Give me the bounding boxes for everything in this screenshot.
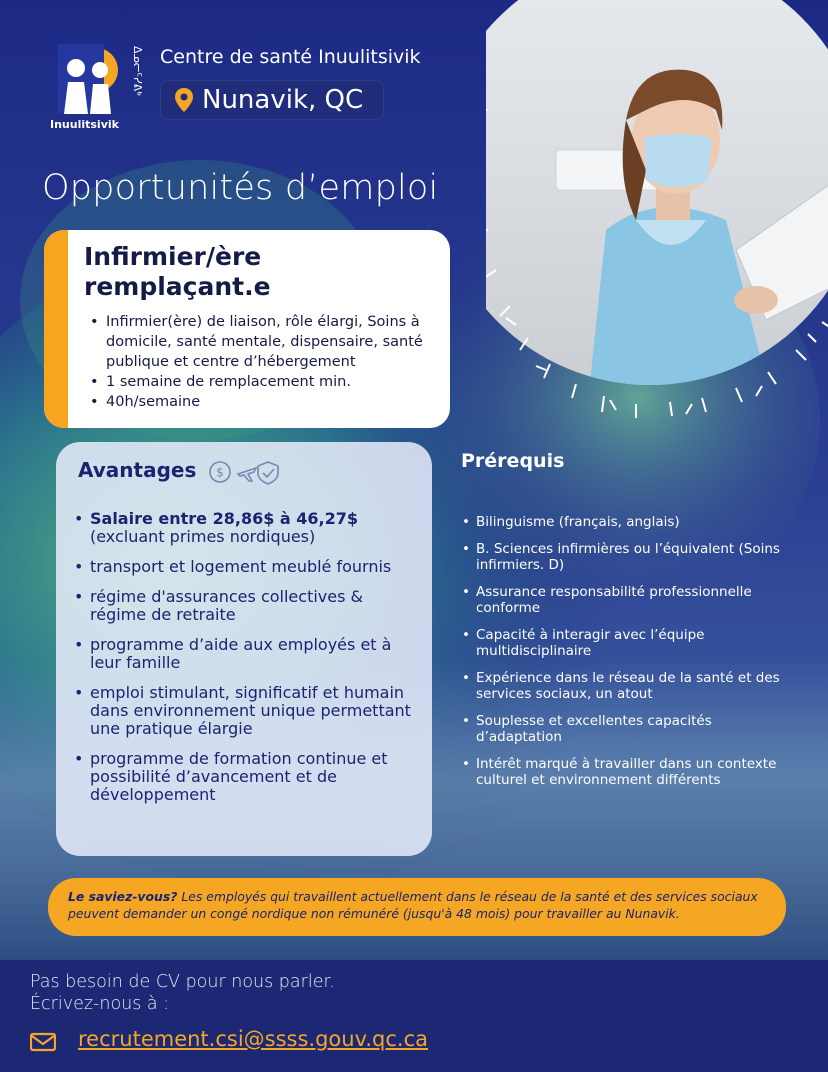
- location-pill: [160, 80, 384, 120]
- benefit-item: [90, 510, 420, 546]
- avantages-title: Avantages: [78, 458, 197, 482]
- prerequis-item: • Souplesse et excellentes capacités d’adaptation: [476, 713, 786, 745]
- location-pin-icon: [174, 87, 194, 113]
- email-link[interactable]: recrutement.csi@ssss.gouv.qc.ca: [78, 1027, 429, 1051]
- dollar-icon: [210, 462, 230, 482]
- benefit-item: • programme d’aide aux employés et à leur famille: [90, 636, 420, 672]
- job-detail: • 1 semaine de remplacement min.: [106, 372, 450, 392]
- prerequis-item: • Expérience dans le réseau de la santé et des services sociaux, un atout: [476, 670, 786, 702]
- footer: [0, 960, 828, 1072]
- prerequis-title: Prérequis: [461, 450, 565, 472]
- job-title-line2: remplaçant.e: [84, 272, 271, 301]
- mail-icon: [30, 1032, 56, 1052]
- logo-syllabics: ᐃᓄᓕᑦᓯᕕᒃ: [131, 46, 144, 96]
- fact-body: Les employés qui travaillent actuellement dans le réseau de la santé et des services sociaux peuvent demander un congé nordique non rémunéré (jusqu'à 48 mois) pour travailler au Nunavik.: [68, 889, 758, 921]
- job-title-line1: Infirmier/ère: [84, 242, 262, 271]
- prerequis-item: • Bilinguisme (français, anglais): [476, 514, 786, 530]
- prerequis-list: [476, 514, 786, 799]
- benefits-list: [90, 510, 420, 816]
- avantages-card: [56, 442, 432, 856]
- prerequis-item: • Intérêt marqué à travailler dans un contexte culturel et environnement différents: [476, 756, 786, 788]
- benefit-item: • programme de formation continue et possibilité d’avancement et de développement: [90, 750, 420, 804]
- job-card: [44, 230, 450, 428]
- plane-icon: [238, 468, 256, 481]
- svg-text:$: $: [216, 465, 224, 480]
- job-detail: • 40h/semaine: [106, 392, 450, 412]
- prerequis-item: • Capacité à interagir avec l’équipe multidisciplinaire: [476, 627, 786, 659]
- inuulitsivik-logo: [48, 40, 148, 136]
- prerequis-item: • Assurance responsabilité professionnelle conforme: [476, 584, 786, 616]
- salary-text: • Salaire entre 28,86$ à 46,27$: [90, 509, 359, 528]
- footer-line1: Pas besoin de CV pour nous parler.: [30, 972, 335, 992]
- job-card-accent: [44, 230, 68, 428]
- shield-check-icon: [258, 462, 278, 484]
- fact-label: Le saviez-vous?: [68, 889, 178, 904]
- job-detail: • Infirmier(ère) de liaison, rôle élargi, Soins à domicile, santé mentale, dispensaire, santé publique et centre d’hébergement: [106, 312, 450, 372]
- job-details-list: [88, 312, 450, 412]
- fact-text: [68, 888, 768, 922]
- nurse-photo: [486, 0, 828, 420]
- org-name: Centre de santé Inuulitsivik: [160, 46, 421, 68]
- benefit-item: • régime d'assurances collectives & régime de retraite: [90, 588, 420, 624]
- logo-text: Inuulitsivik: [50, 118, 119, 131]
- prerequis-item: • B. Sciences infirmières ou l’équivalent (Soins infirmiers. D): [476, 541, 786, 573]
- page-title: Opportunités d’emploi: [42, 168, 439, 208]
- job-title: [84, 242, 424, 302]
- benefits-icons: [208, 458, 288, 486]
- benefit-item: • emploi stimulant, significatif et humain dans environnement unique permettant une pratique élargie: [90, 684, 420, 738]
- salary-note: (excluant primes nordiques): [90, 527, 316, 546]
- location-text: Nunavik, QC: [202, 85, 364, 115]
- fact-banner: [48, 878, 786, 936]
- footer-line2: Écrivez-nous à :: [30, 994, 170, 1014]
- benefit-item: • transport et logement meublé fournis: [90, 558, 420, 576]
